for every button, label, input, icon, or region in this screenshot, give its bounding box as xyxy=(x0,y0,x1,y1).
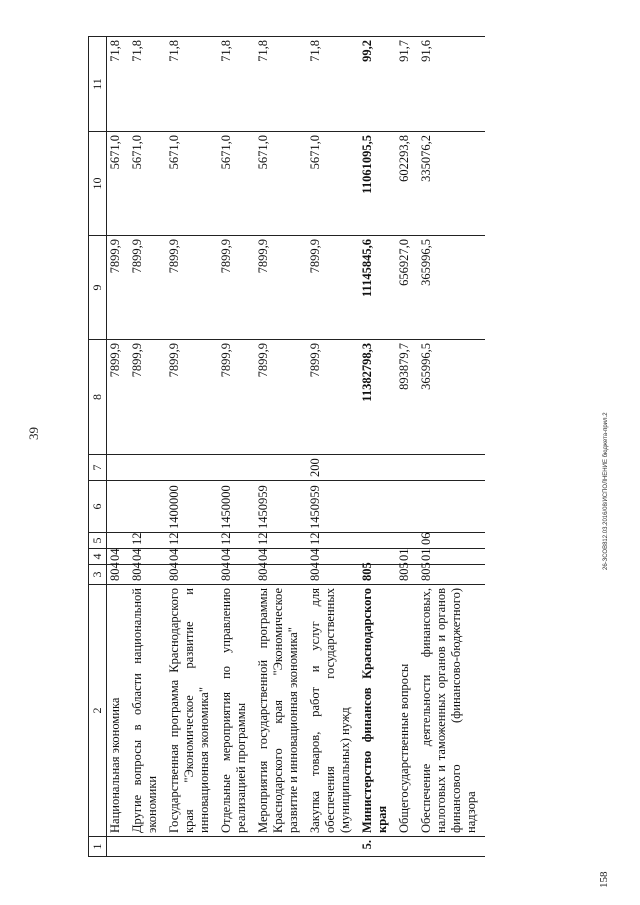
cell-name: Обеспечение деятельности финансовых, налоговых и таможенных органов и органов финансового (финансово-бюджетного) надзора xyxy=(418,585,485,837)
cell-section: 04 xyxy=(107,549,130,565)
budget-table xyxy=(88,36,485,857)
cell-approved: 11145845,6 xyxy=(359,236,396,340)
col-header-10: 10 xyxy=(89,132,107,236)
cell-name: Другие вопросы в области национальной экономики xyxy=(129,585,166,837)
table-row xyxy=(307,37,359,857)
table-row xyxy=(255,37,307,857)
cell-planned: 7899,9 xyxy=(255,340,307,455)
header-row xyxy=(89,37,107,857)
cell-code: 804 xyxy=(218,565,255,585)
cell-target xyxy=(129,481,166,533)
table-row xyxy=(396,37,418,857)
cell-name: Министерство финансов Краснодарского края xyxy=(359,585,396,837)
col-header-8: 8 xyxy=(89,340,107,455)
cell-number xyxy=(166,837,218,857)
cell-target: 1450959 xyxy=(307,481,359,533)
cell-executed: 5671,0 xyxy=(307,132,359,236)
cell-code: 805 xyxy=(418,565,485,585)
cell-section: 04 xyxy=(307,549,359,565)
col-header-2: 2 xyxy=(89,585,107,837)
cell-name: Государственная программа Краснодарского края "Экономическое развитие и инновационная экономика" xyxy=(166,585,218,837)
cell-target xyxy=(396,481,418,533)
cell-section: 04 xyxy=(166,549,218,565)
cell-section: 04 xyxy=(255,549,307,565)
cell-type xyxy=(166,455,218,481)
budget-table-container xyxy=(88,37,485,857)
cell-target xyxy=(359,481,396,533)
cell-code: 804 xyxy=(166,565,218,585)
table-row-section xyxy=(359,37,396,857)
page-number-bottom: 158 xyxy=(598,871,610,888)
cell-planned: 365996,5 xyxy=(418,340,485,455)
cell-approved: 7899,9 xyxy=(166,236,218,340)
cell-planned: 7899,9 xyxy=(107,340,130,455)
cell-executed: 5671,0 xyxy=(166,132,218,236)
cell-section: 01 xyxy=(396,549,418,565)
col-header-4: 4 xyxy=(89,549,107,565)
cell-section: 04 xyxy=(129,549,166,565)
cell-executed: 5671,0 xyxy=(129,132,166,236)
cell-approved: 7899,9 xyxy=(307,236,359,340)
table-row xyxy=(218,37,255,857)
cell-target: 1450959 xyxy=(255,481,307,533)
cell-planned: 7899,9 xyxy=(129,340,166,455)
col-header-9: 9 xyxy=(89,236,107,340)
col-header-1: 1 xyxy=(89,837,107,857)
cell-number xyxy=(418,837,485,857)
cell-code: 804 xyxy=(255,565,307,585)
cell-approved: 656927,0 xyxy=(396,236,418,340)
cell-type: 200 xyxy=(307,455,359,481)
cell-type xyxy=(255,455,307,481)
cell-planned: 893879,7 xyxy=(396,340,418,455)
table-row xyxy=(418,37,485,857)
cell-approved: 7899,9 xyxy=(255,236,307,340)
cell-planned: 11382798,3 xyxy=(359,340,396,455)
cell-name: Закупка товаров, работ и услуг для обеспечения государственных (муниципальных) нужд xyxy=(307,585,359,837)
cell-approved: 7899,9 xyxy=(107,236,130,340)
cell-code: 804 xyxy=(107,565,130,585)
cell-name: Национальная экономика xyxy=(107,585,130,837)
col-header-5: 5 xyxy=(89,533,107,549)
table-row xyxy=(107,37,130,857)
cell-subsection xyxy=(359,533,396,549)
cell-subsection: 12 xyxy=(255,533,307,549)
cell-target: 1450000 xyxy=(218,481,255,533)
cell-percent: 91,6 xyxy=(418,37,485,132)
cell-section: 04 xyxy=(218,549,255,565)
cell-percent: 71,8 xyxy=(307,37,359,132)
cell-percent: 71,8 xyxy=(218,37,255,132)
cell-approved: 7899,9 xyxy=(129,236,166,340)
cell-type xyxy=(107,455,130,481)
cell-code: 804 xyxy=(129,565,166,585)
cell-number: 5. xyxy=(359,837,396,857)
cell-code: 805 xyxy=(396,565,418,585)
cell-percent: 71,8 xyxy=(129,37,166,132)
cell-code: 805 xyxy=(359,565,396,585)
cell-name: Мероприятия государственной программы Краснодарского края "Экономическое развитие и инновационная экономика" xyxy=(255,585,307,837)
cell-executed: 335076,2 xyxy=(418,132,485,236)
cell-percent: 99,2 xyxy=(359,37,396,132)
cell-subsection: 12 xyxy=(166,533,218,549)
cell-percent: 71,8 xyxy=(255,37,307,132)
cell-target xyxy=(418,481,485,533)
cell-planned: 7899,9 xyxy=(218,340,255,455)
page-number-top: 39 xyxy=(26,427,41,440)
cell-subsection: 12 xyxy=(218,533,255,549)
cell-number xyxy=(307,837,359,857)
cell-name: Отдельные мероприятия по управлению реализацией программы xyxy=(218,585,255,837)
table-row xyxy=(166,37,218,857)
cell-executed: 5671,0 xyxy=(107,132,130,236)
cell-executed: 5671,0 xyxy=(255,132,307,236)
cell-type xyxy=(418,455,485,481)
footer-file-path: 26-ЗСОВ812.03.2016/08/ИСПОЛНЕНИЕ бюджета-прил.2 xyxy=(603,412,609,570)
cell-target xyxy=(107,481,130,533)
cell-percent: 91,7 xyxy=(396,37,418,132)
cell-number xyxy=(396,837,418,857)
cell-type xyxy=(359,455,396,481)
cell-number xyxy=(129,837,166,857)
cell-name: Общегосударственные вопросы xyxy=(396,585,418,837)
cell-number xyxy=(255,837,307,857)
cell-subsection: 12 xyxy=(307,533,359,549)
cell-approved: 365996,5 xyxy=(418,236,485,340)
cell-subsection xyxy=(396,533,418,549)
cell-executed: 5671,0 xyxy=(218,132,255,236)
cell-subsection: 12 xyxy=(129,533,166,549)
cell-planned: 7899,9 xyxy=(166,340,218,455)
col-header-3: 3 xyxy=(89,565,107,585)
cell-number xyxy=(218,837,255,857)
cell-percent: 71,8 xyxy=(107,37,130,132)
cell-executed: 602293,8 xyxy=(396,132,418,236)
col-header-6: 6 xyxy=(89,481,107,533)
table-row xyxy=(129,37,166,857)
cell-subsection: 06 xyxy=(418,533,485,549)
cell-target: 1400000 xyxy=(166,481,218,533)
cell-code: 804 xyxy=(307,565,359,585)
cell-percent: 71,8 xyxy=(166,37,218,132)
col-header-11: 11 xyxy=(89,37,107,132)
cell-type xyxy=(129,455,166,481)
cell-type xyxy=(218,455,255,481)
col-header-7: 7 xyxy=(89,455,107,481)
cell-type xyxy=(396,455,418,481)
cell-number xyxy=(107,837,130,857)
cell-executed: 11061095,5 xyxy=(359,132,396,236)
cell-subsection xyxy=(107,533,130,549)
cell-planned: 7899,9 xyxy=(307,340,359,455)
cell-section: 01 xyxy=(418,549,485,565)
cell-approved: 7899,9 xyxy=(218,236,255,340)
